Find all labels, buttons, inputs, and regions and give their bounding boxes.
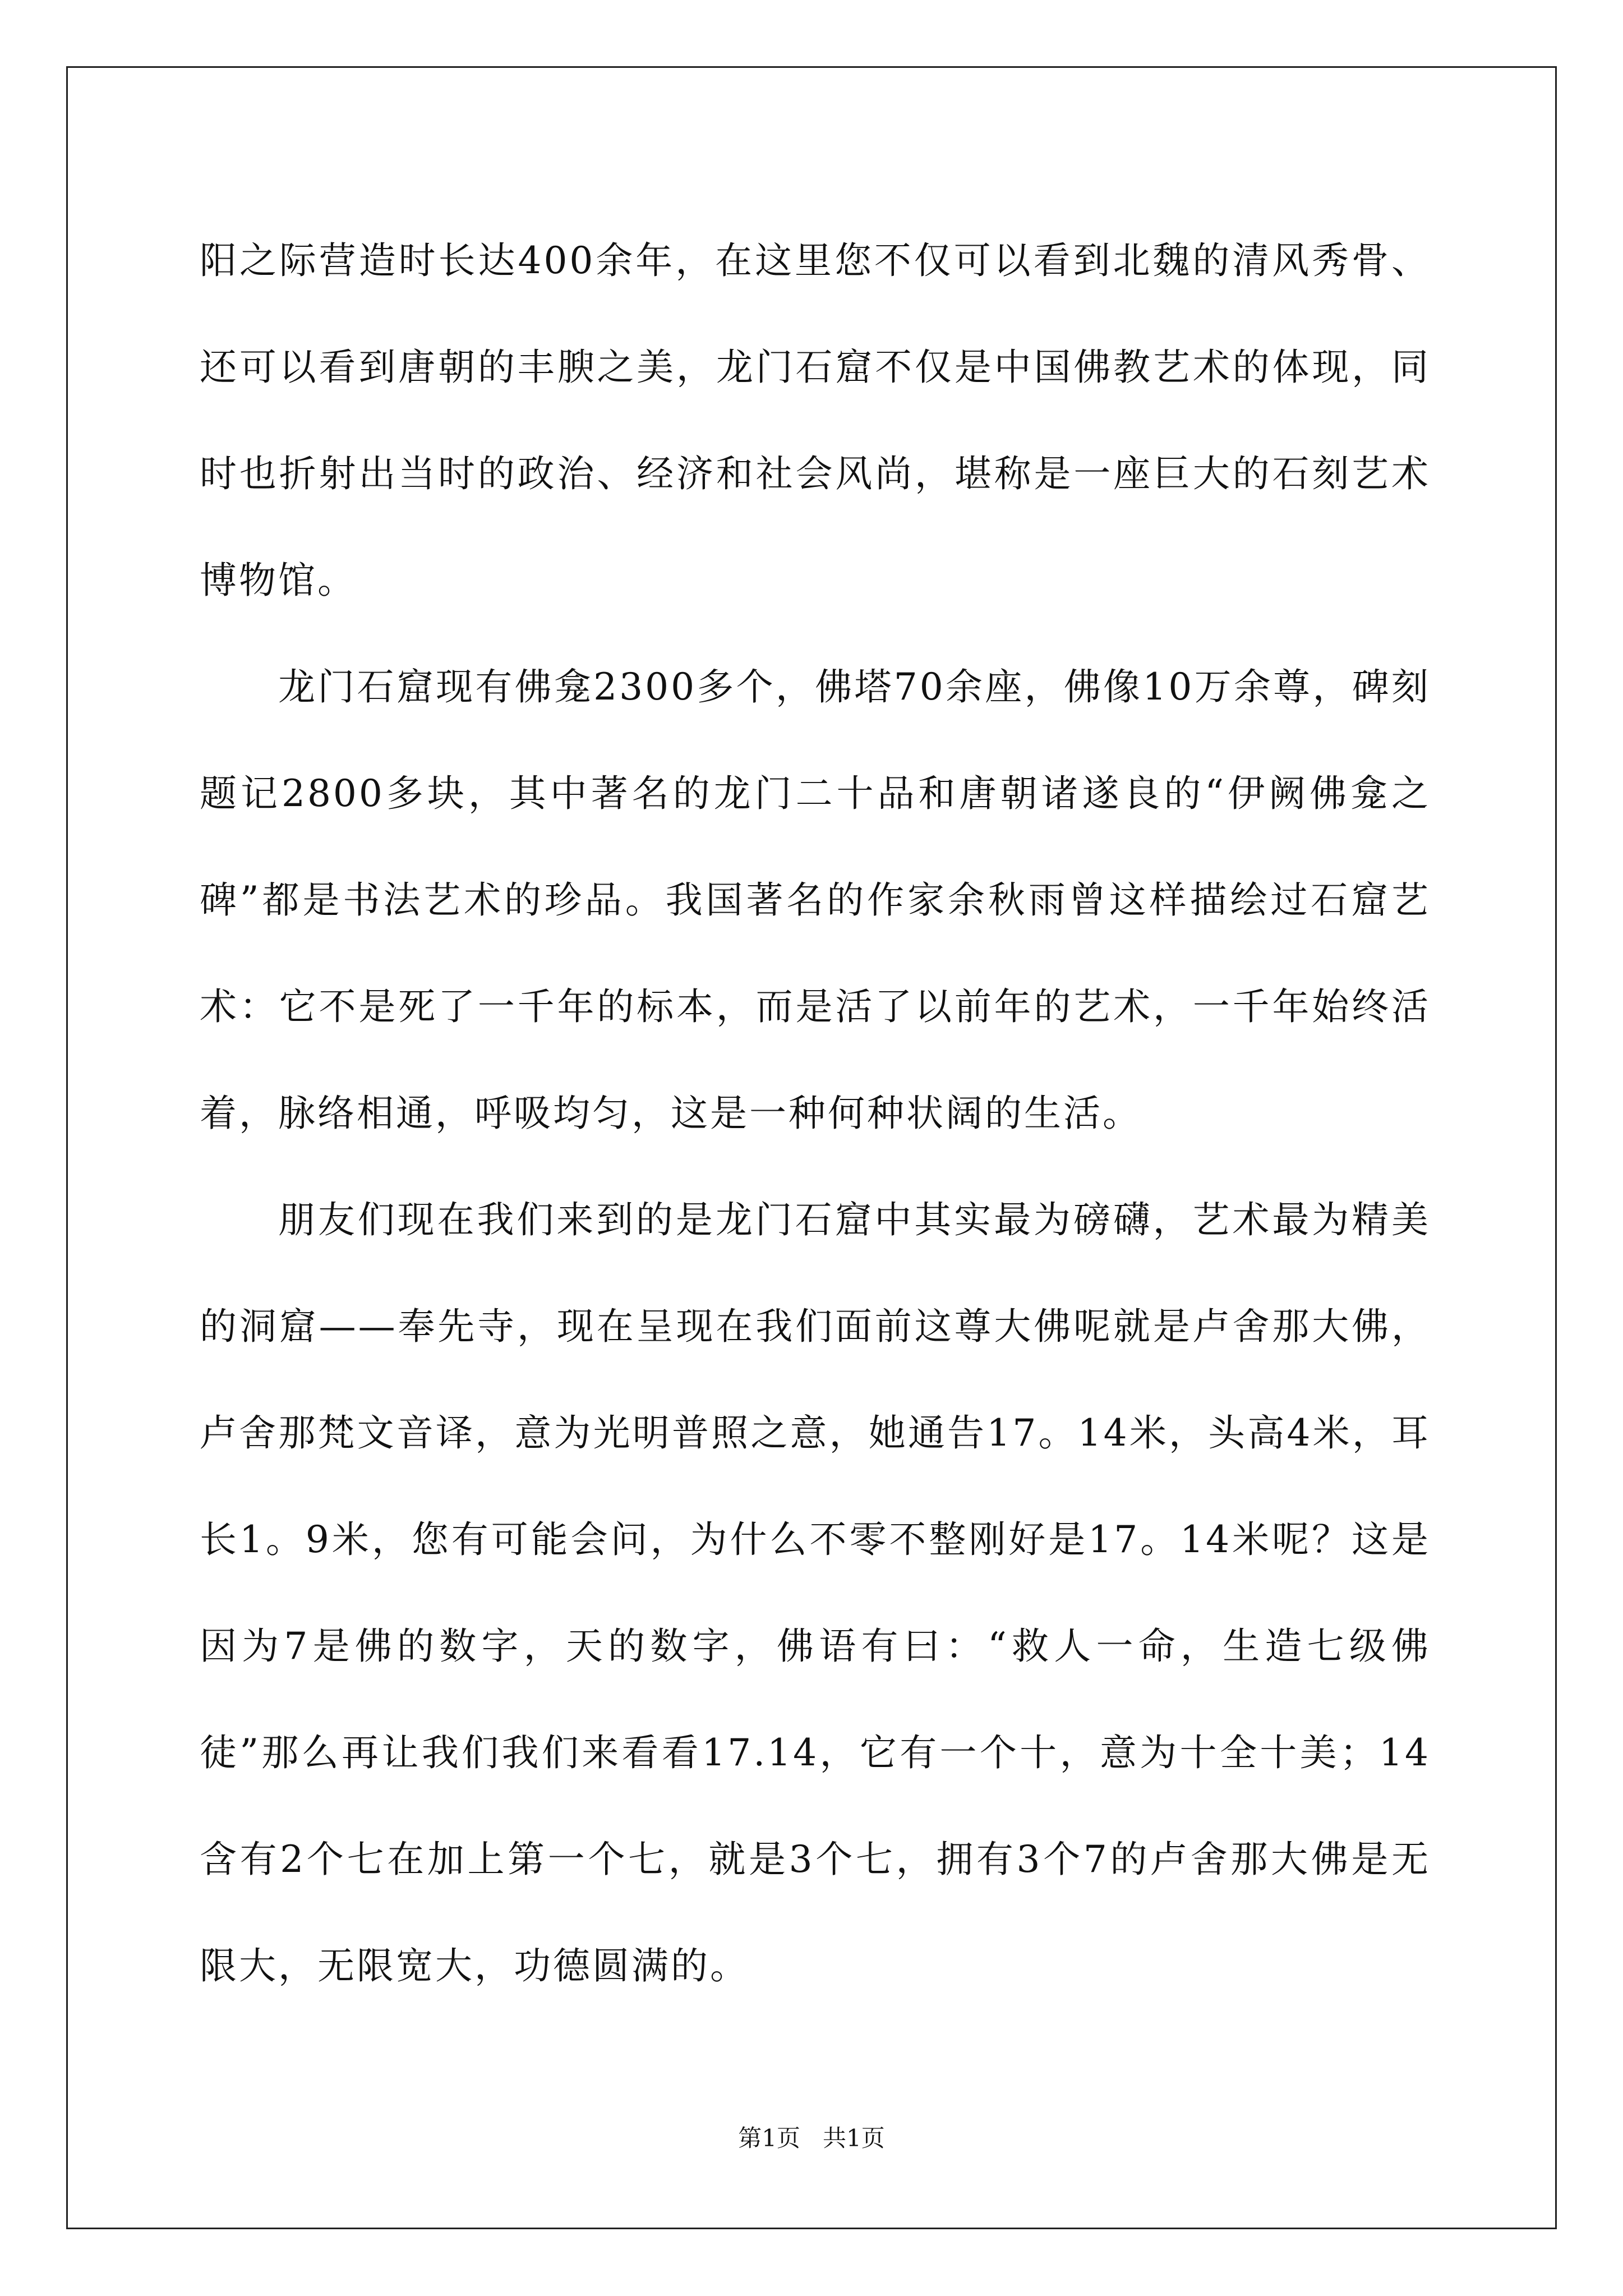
paragraph-1: 阳之际营造时长达400余年，在这里您不仅可以看到北魏的清风秀骨、还可以看到唐朝的丰腴之美，龙门石窟不仅是中国佛教艺术的体现，同时也折射出当时的政治、经济和社会风尚，堪称是一座巨大的石刻艺术博物馆。 <box>200 239 1431 602</box>
page-footer: 第1页 共1页 <box>738 2124 885 2152</box>
paragraph-3: 朋友们现在我们来到的是龙门石窟中其实最为磅礴，艺术最为精美的洞窟——奉先寺，现在呈现在我们面前这尊大佛呢就是卢舍那大佛，卢舍那梵文音译，意为光明普照之意，她通告17。14米，头高4米，耳长1。9米，您有可能会问，为什么不零不整刚好是17。14米呢？这是因为7是佛的数字，天的数字，佛语有曰：“救人一命，生造七级佛徒”那么再让我们我们来看看17.14，它有一个十，意为十全十美；14含有2个七在加上第一个七，就是3个七，拥有3个7的卢舍那大佛是无限大，无限宽大，功德圆满的。 <box>200 1198 1431 1987</box>
document-body <box>200 208 1431 2019</box>
paragraph-2: 龙门石窟现有佛龛2300多个，佛塔70余座，佛像10万余尊，碑刻题记2800多块，其中著名的龙门二十品和唐朝诸遂良的“伊阙佛龛之碑”都是书法艺术的珍品。我国著名的作家余秋雨曾这样描绘过石窟艺术：它不是死了一千年的标本，而是活了以前年的艺术，一千年始终活着，脉络相通，呼吸均匀，这是一种何种状阔的生活。 <box>200 665 1431 1135</box>
